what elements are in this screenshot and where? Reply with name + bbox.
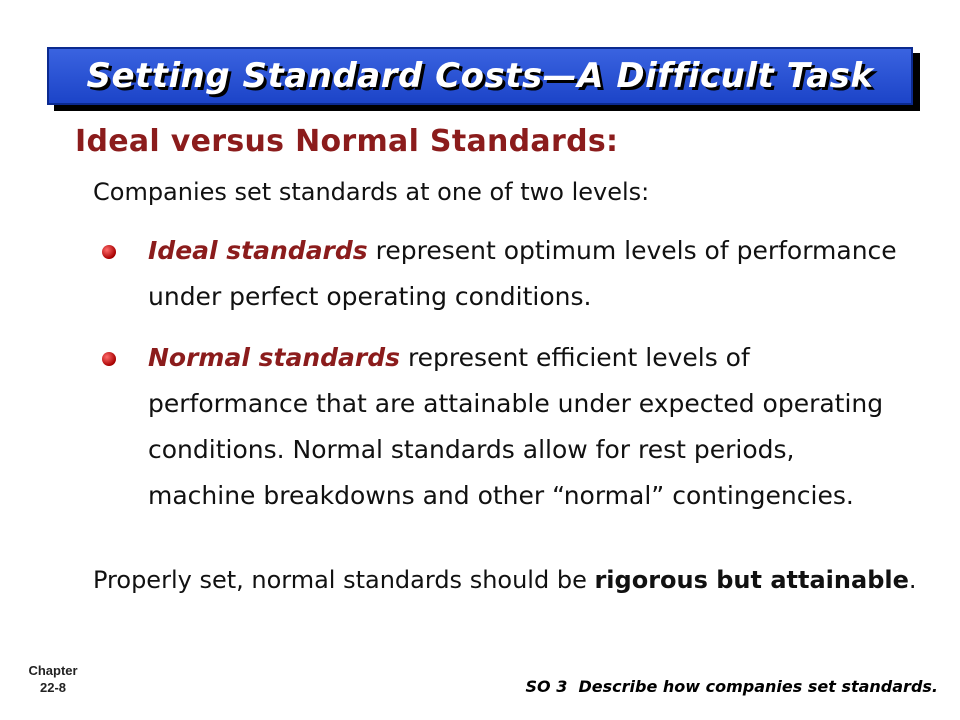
closing-prefix: Properly set, normal standards should be	[93, 566, 595, 594]
intro-text: Companies set standards at one of two levels:	[93, 178, 650, 206]
bullet-description: represent efficient levels of performance that are attainable under expected operating conditions. Normal standards allow for rest periods, machine breakdowns and other “normal” contingencies.	[148, 343, 884, 510]
bullet-term: Ideal standards	[148, 236, 368, 265]
closing-suffix: .	[908, 566, 917, 594]
section-heading: Ideal versus Normal Standards:	[75, 124, 619, 159]
chapter-number: 22-8	[39, 680, 67, 695]
bullet-item-ideal	[148, 228, 908, 320]
bullet-icon	[102, 352, 116, 366]
chapter-label	[28, 662, 78, 696]
study-objective: SO 3 Describe how companies set standards.	[525, 677, 938, 696]
closing-statement	[93, 557, 923, 603]
chapter-word: Chapter	[28, 663, 78, 678]
bullet-item-normal	[148, 335, 908, 519]
title-banner	[47, 47, 913, 105]
bullet-term: Normal standards	[148, 343, 400, 372]
slide-title: Setting Standard Costs—A Difficult Task	[86, 56, 874, 96]
bullet-description: represent optimum levels of performance under perfect operating conditions.	[148, 236, 897, 311]
closing-emphasis: rigorous but attainable	[594, 566, 909, 594]
bullet-icon	[102, 245, 116, 259]
